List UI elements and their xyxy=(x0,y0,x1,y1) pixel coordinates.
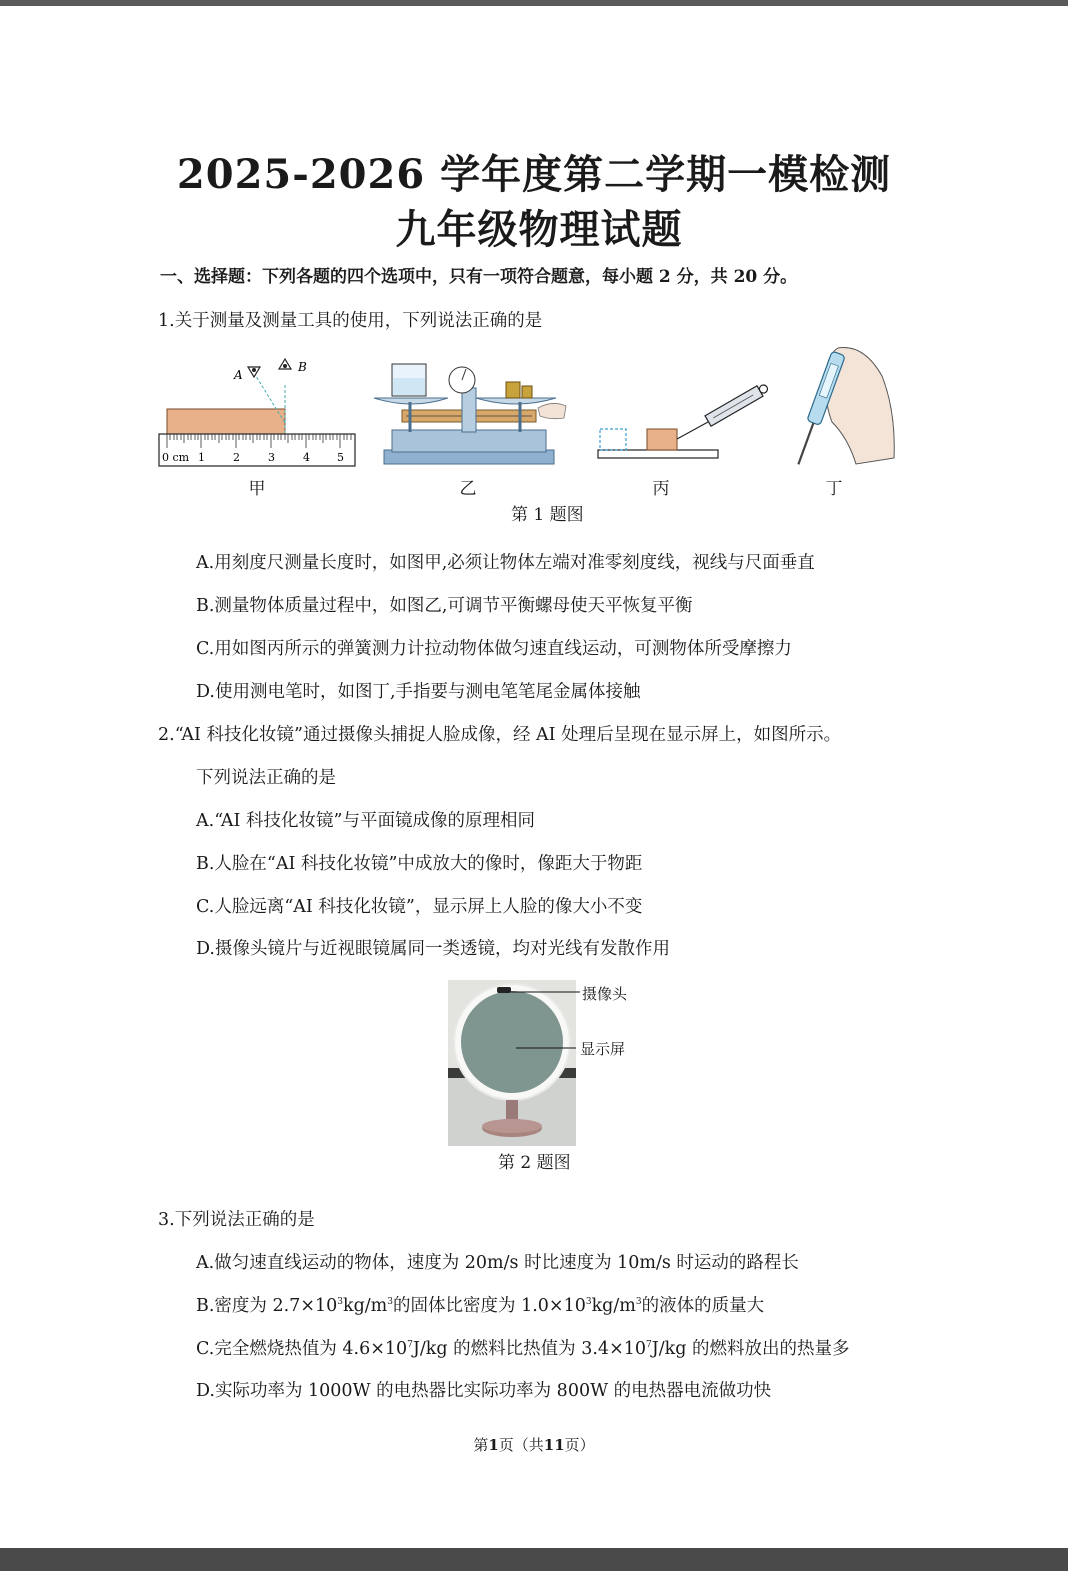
q1-option-d: D.使用测电笔时，如图丁,手指要与测电笔笔尾金属体接触 xyxy=(196,682,641,702)
fig-label-jia: 甲 xyxy=(248,479,266,499)
q2-stem-line2: 下列说法正确的是 xyxy=(196,768,336,788)
bottom-edge-bar xyxy=(0,1548,1068,1571)
ruler-mark-2: 2 xyxy=(233,451,240,464)
exam-title-line2: 九年级物理试题 xyxy=(395,206,683,253)
block-start-dashed xyxy=(600,429,626,450)
q2-figure-caption: 第 2 题图 xyxy=(498,1153,571,1173)
figure-jia-ruler xyxy=(158,355,358,470)
weight-icon xyxy=(506,382,520,398)
label-camera: 摄像头 xyxy=(582,985,628,1003)
ruler-mark-5: 5 xyxy=(337,451,344,464)
pulled-block xyxy=(647,429,677,450)
display-screen xyxy=(461,991,563,1093)
ruler-mark-0: 0 cm xyxy=(162,451,190,464)
q3-option-a: A.做匀速直线运动的物体，速度为 20m/s 时比速度为 10m/s 时运动的路程长 xyxy=(196,1253,799,1273)
eye-label-b: B xyxy=(298,360,307,374)
q2-option-d: D.摄像头镜片与近视眼镜属同一类透镜，均对光线有发散作用 xyxy=(196,939,670,959)
q3-option-b: B.密度为 $2.7\times 10^3kg/m^3$的固体比密度为 $1.0\times 10^3kg/m^3$的液体的质量大 xyxy=(196,1296,765,1316)
q1-figure-caption: 第 1 题图 xyxy=(511,505,584,525)
ruler-mark-4: 4 xyxy=(303,451,310,464)
q3-option-c: C.完全燃烧热值为 $4.6\times 10^7J/kg$ 的燃料比热值为 $3.4\times 10^7J/kg$ 的燃料放出的热量多 xyxy=(196,1339,850,1359)
q2-stem-line1: 2.“AI 科技化妆镜”通过摄像头捕捉人脸成像，经 AI 处理后呈现在显示屏上，如图所示。 xyxy=(158,725,842,745)
label-screen: 显示屏 xyxy=(580,1040,626,1058)
q2-option-a: A.“AI 科技化妆镜”与平面镜成像的原理相同 xyxy=(196,811,535,831)
fig-label-bing: 丙 xyxy=(652,479,670,499)
fig-label-ding: 丁 xyxy=(825,479,843,499)
measured-block xyxy=(167,409,285,435)
top-edge-bar xyxy=(0,0,1068,6)
figure-ding-test-pen xyxy=(778,342,898,474)
q2-option-b: B.人脸在“AI 科技化妆镜”中成放大的像时，像距大于物距 xyxy=(196,854,643,874)
ruler-mark-1: 1 xyxy=(198,451,205,464)
q2-option-c: C.人脸远离“AI 科技化妆镜”，显示屏上人脸的像大小不变 xyxy=(196,897,643,917)
q1-option-c: C.用如图丙所示的弹簧测力计拉动物体做匀速直线运动，可测物体所受摩擦力 xyxy=(196,639,792,659)
ruler-mark-3: 3 xyxy=(268,451,275,464)
eye-b-icon xyxy=(279,359,291,369)
figure-2-ai-mirror-photo xyxy=(448,980,576,1146)
q3-option-d: D.实际功率为 1000W 的电热器比实际功率为 800W 的电热器电流做功快 xyxy=(196,1381,772,1401)
figure-bing-spring-scale xyxy=(596,372,768,462)
figure-yi-balance xyxy=(370,360,570,470)
page-footer: 第1页（共11页） xyxy=(473,1436,595,1454)
q1-stem: 1.关于测量及测量工具的使用，下列说法正确的是 xyxy=(158,311,543,331)
q3-stem: 3.下列说法正确的是 xyxy=(158,1210,315,1230)
q1-option-a: A.用刻度尺测量长度时，如图甲,必须让物体左端对准零刻度线，视线与尺面垂直 xyxy=(196,553,815,573)
camera-icon xyxy=(497,987,511,993)
hand-icon xyxy=(538,403,566,418)
q1-option-b: B.测量物体质量过程中，如图乙,可调节平衡螺母使天平恢复平衡 xyxy=(196,596,693,616)
eye-a-icon xyxy=(248,367,260,377)
section-heading: 一、选择题：下列各题的四个选项中，只有一项符合题意，每小题 2 分，共 20 分。 xyxy=(160,267,798,287)
exam-title-line1: 2025-2026 学年度第二学期一模检测 xyxy=(176,151,892,198)
fig-label-yi: 乙 xyxy=(459,479,477,499)
eye-label-a: A xyxy=(234,368,243,382)
